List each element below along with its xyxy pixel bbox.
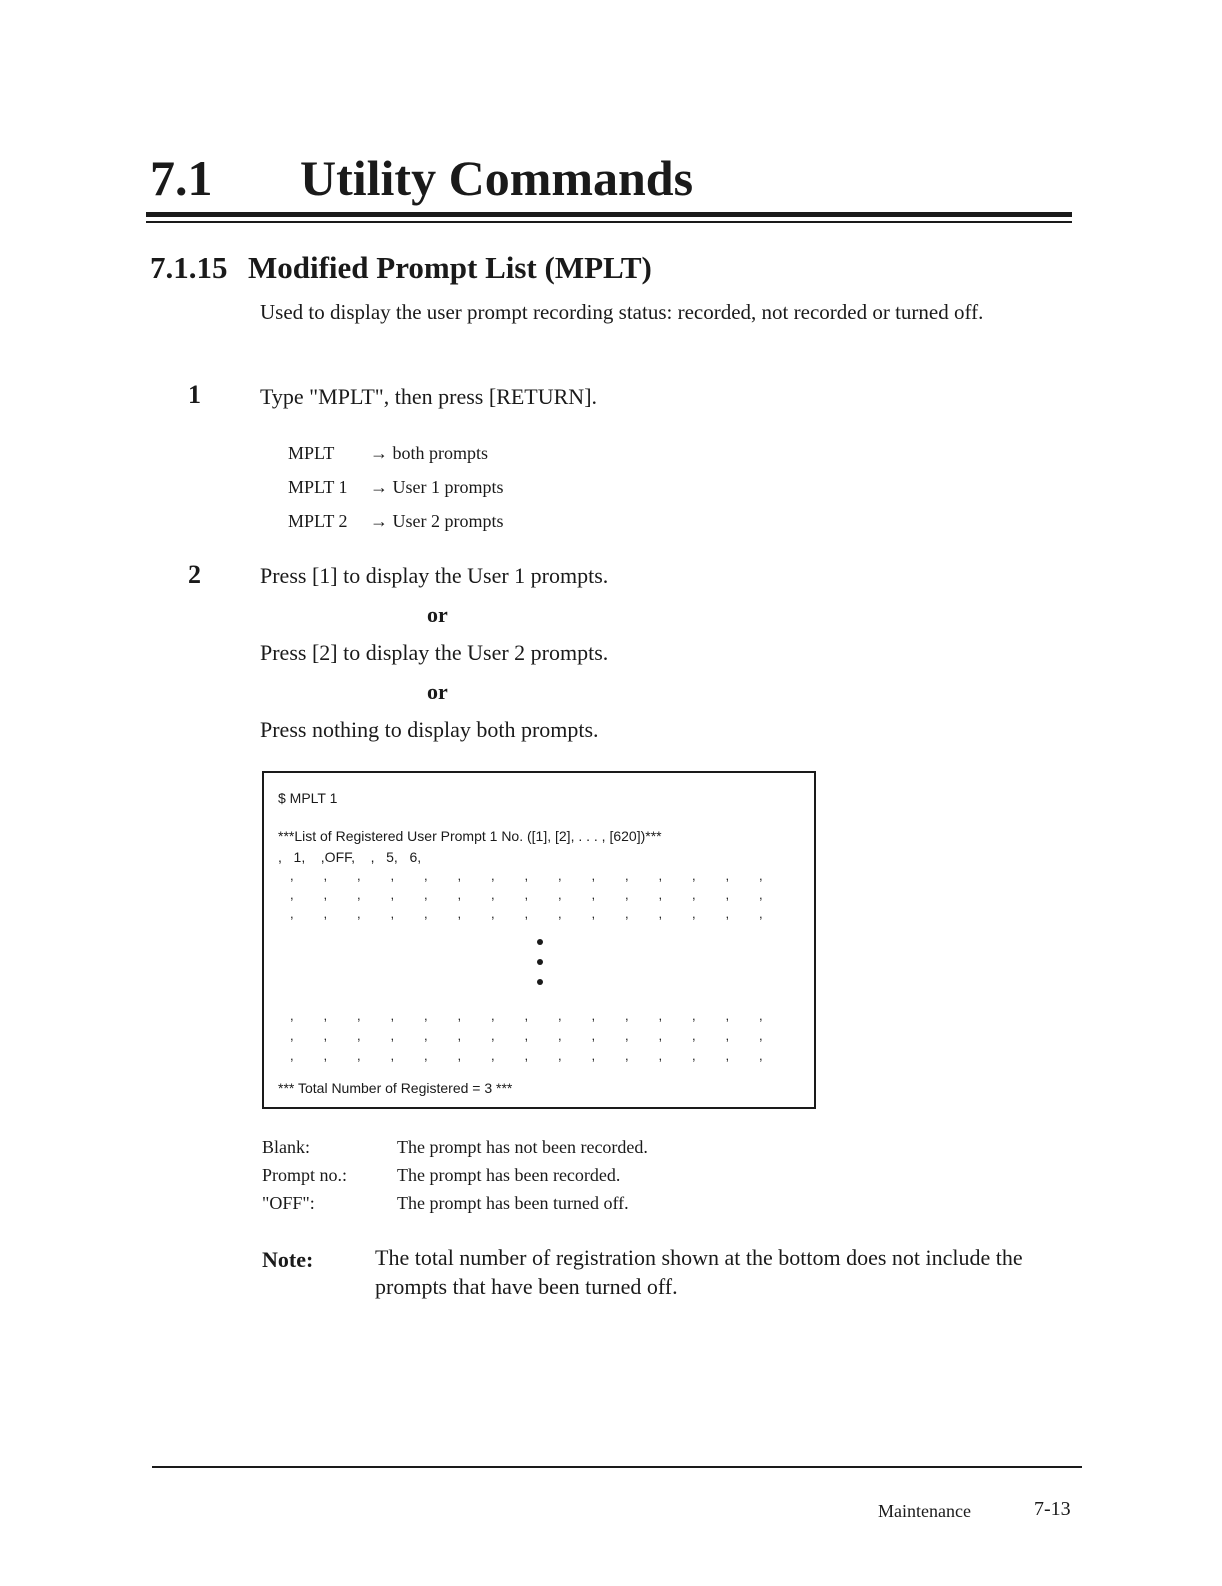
comma-row: [278, 888, 778, 902]
comma-mark: ,: [658, 887, 663, 902]
comma-mark: ,: [759, 1008, 763, 1023]
comma-mark: ,: [424, 906, 428, 921]
step-1-text: Type "MPLT", then press [RETURN].: [260, 384, 598, 409]
screen-command: $ MPLT 1: [278, 790, 338, 806]
comma-mark: ,: [357, 1008, 361, 1023]
comma-mark: ,: [323, 1008, 328, 1023]
comma-mark: ,: [424, 1028, 428, 1043]
legend-key-prompt-no: Prompt no.:: [262, 1165, 348, 1185]
comma-mark: ,: [591, 1028, 596, 1043]
footer-section-name: Maintenance: [878, 1501, 971, 1521]
comma-mark: ,: [390, 1048, 395, 1063]
screen-total-line: *** Total Number of Registered = 3 ***: [278, 1080, 513, 1096]
comma-mark: ,: [457, 887, 462, 902]
comma-mark: ,: [759, 906, 763, 921]
comma-mark: ,: [725, 1048, 730, 1063]
comma-mark: ,: [658, 1008, 663, 1023]
comma-mark: ,: [759, 1048, 763, 1063]
comma-mark: ,: [692, 887, 696, 902]
command-option-1: [288, 442, 488, 464]
comma-mark: ,: [725, 906, 730, 921]
or-separator-1: or: [427, 602, 448, 627]
screen-output-box: [262, 771, 816, 1109]
comma-mark: ,: [591, 1048, 596, 1063]
comma-mark: ,: [625, 887, 629, 902]
comma-mark: ,: [591, 1008, 596, 1023]
comma-mark: ,: [558, 1048, 562, 1063]
comma-mark: ,: [357, 868, 361, 883]
comma-mark: ,: [692, 868, 696, 883]
comma-mark: ,: [524, 1008, 529, 1023]
comma-mark: ,: [491, 906, 495, 921]
comma-mark: ,: [524, 868, 529, 883]
comma-mark: ,: [725, 868, 730, 883]
comma-mark: ,: [390, 1008, 395, 1023]
comma-mark: ,: [658, 1048, 663, 1063]
footer-rule: [152, 1466, 1082, 1468]
comma-mark: ,: [524, 887, 529, 902]
comma-mark: ,: [357, 1028, 361, 1043]
comma-mark: ,: [323, 887, 328, 902]
command-result: → User 2 prompts: [370, 511, 504, 531]
ellipsis-dot: [537, 939, 543, 945]
comma-mark: ,: [323, 1028, 328, 1043]
comma-row: [278, 1049, 778, 1063]
comma-mark: ,: [658, 868, 663, 883]
command-option-3: [288, 510, 504, 532]
comma-mark: ,: [625, 1008, 629, 1023]
comma-mark: ,: [290, 1008, 294, 1023]
note-label: Note:: [262, 1247, 314, 1272]
comma-mark: ,: [390, 868, 395, 883]
comma-mark: ,: [357, 887, 361, 902]
command-name: MPLT 2: [288, 511, 348, 531]
comma-mark: ,: [457, 906, 462, 921]
comma-row: [278, 1029, 778, 1043]
comma-mark: ,: [524, 906, 529, 921]
comma-mark: ,: [692, 1008, 696, 1023]
comma-mark: ,: [323, 906, 328, 921]
comma-mark: ,: [491, 1048, 495, 1063]
comma-mark: ,: [625, 1048, 629, 1063]
header-rule-thin: [146, 221, 1072, 223]
comma-mark: ,: [323, 1048, 328, 1063]
comma-mark: ,: [591, 906, 596, 921]
comma-mark: ,: [658, 906, 663, 921]
step-2-number: 2: [188, 560, 201, 589]
comma-mark: ,: [290, 1048, 294, 1063]
chapter-title: Utility Commands: [300, 150, 694, 206]
comma-row: [278, 907, 778, 921]
command-result: → User 1 prompts: [370, 477, 504, 497]
comma-mark: ,: [424, 868, 428, 883]
comma-mark: ,: [357, 906, 361, 921]
comma-mark: ,: [558, 887, 562, 902]
comma-mark: ,: [591, 887, 596, 902]
ellipsis-dot: [537, 959, 543, 965]
comma-mark: ,: [692, 1048, 696, 1063]
comma-mark: ,: [390, 906, 395, 921]
intro-paragraph: Used to display the user prompt recording status: recorded, not recorded or turned off.: [260, 300, 984, 324]
comma-mark: ,: [357, 1048, 361, 1063]
legend-value-blank: The prompt has not been recorded.: [397, 1137, 648, 1157]
comma-mark: ,: [725, 887, 730, 902]
screen-list-header: ***List of Registered User Prompt 1 No. ([1], [2], . . . , [620])***: [278, 828, 662, 844]
comma-mark: ,: [524, 1028, 529, 1043]
comma-mark: ,: [290, 868, 294, 883]
comma-row: [278, 869, 778, 883]
comma-mark: ,: [290, 906, 294, 921]
comma-mark: ,: [658, 1028, 663, 1043]
section-number: 7.1.15: [150, 250, 228, 285]
legend-key-off: "OFF":: [262, 1193, 315, 1213]
comma-mark: ,: [591, 868, 596, 883]
header-rule-thick: [146, 212, 1072, 217]
comma-mark: ,: [390, 887, 395, 902]
comma-mark: ,: [491, 1008, 495, 1023]
legend-key-blank: Blank:: [262, 1137, 310, 1157]
comma-mark: ,: [625, 906, 629, 921]
chapter-number: 7.1: [150, 150, 213, 206]
section-title: Modified Prompt List (MPLT): [248, 250, 652, 285]
comma-mark: ,: [759, 1028, 763, 1043]
comma-mark: ,: [725, 1028, 730, 1043]
comma-mark: ,: [625, 1028, 629, 1043]
page-number: 7-13: [1034, 1498, 1071, 1520]
legend-value-prompt-no: The prompt has been recorded.: [397, 1165, 621, 1185]
step-2-line-3: Press nothing to display both prompts.: [260, 717, 599, 742]
comma-mark: ,: [725, 1008, 730, 1023]
comma-mark: ,: [491, 1028, 495, 1043]
step-2-line-2: Press [2] to display the User 2 prompts.: [260, 640, 609, 665]
comma-mark: ,: [759, 887, 763, 902]
step-1-number: 1: [188, 380, 201, 409]
step-2-line-1: Press [1] to display the User 1 prompts.: [260, 563, 609, 588]
comma-mark: ,: [424, 1048, 428, 1063]
comma-mark: ,: [290, 887, 294, 902]
note-text: The total number of registration shown at the bottom does not include the prompts that have been turned off.: [375, 1245, 1023, 1299]
comma-mark: ,: [457, 1008, 462, 1023]
comma-mark: ,: [558, 868, 562, 883]
comma-mark: ,: [457, 1048, 462, 1063]
command-name: MPLT 1: [288, 477, 348, 497]
command-option-2: [288, 476, 504, 498]
comma-row: [278, 1009, 778, 1023]
comma-mark: ,: [323, 868, 328, 883]
comma-mark: ,: [625, 868, 629, 883]
or-separator-2: or: [427, 679, 448, 704]
comma-mark: ,: [759, 868, 763, 883]
command-name: MPLT: [288, 443, 335, 463]
comma-mark: ,: [558, 906, 562, 921]
comma-mark: ,: [524, 1048, 529, 1063]
comma-mark: ,: [558, 1008, 562, 1023]
comma-mark: ,: [290, 1028, 294, 1043]
comma-mark: ,: [424, 1008, 428, 1023]
comma-mark: ,: [692, 1028, 696, 1043]
comma-mark: ,: [692, 906, 696, 921]
comma-mark: ,: [457, 868, 462, 883]
comma-mark: ,: [424, 887, 428, 902]
comma-mark: ,: [491, 868, 495, 883]
command-result: → both prompts: [370, 443, 489, 463]
legend-value-off: The prompt has been turned off.: [397, 1193, 629, 1213]
comma-mark: ,: [457, 1028, 462, 1043]
comma-mark: ,: [390, 1028, 395, 1043]
comma-mark: ,: [491, 887, 495, 902]
ellipsis-dot: [537, 979, 543, 985]
comma-mark: ,: [558, 1028, 562, 1043]
screen-first-row: , 1, ,OFF, , 5, 6,: [278, 849, 422, 865]
